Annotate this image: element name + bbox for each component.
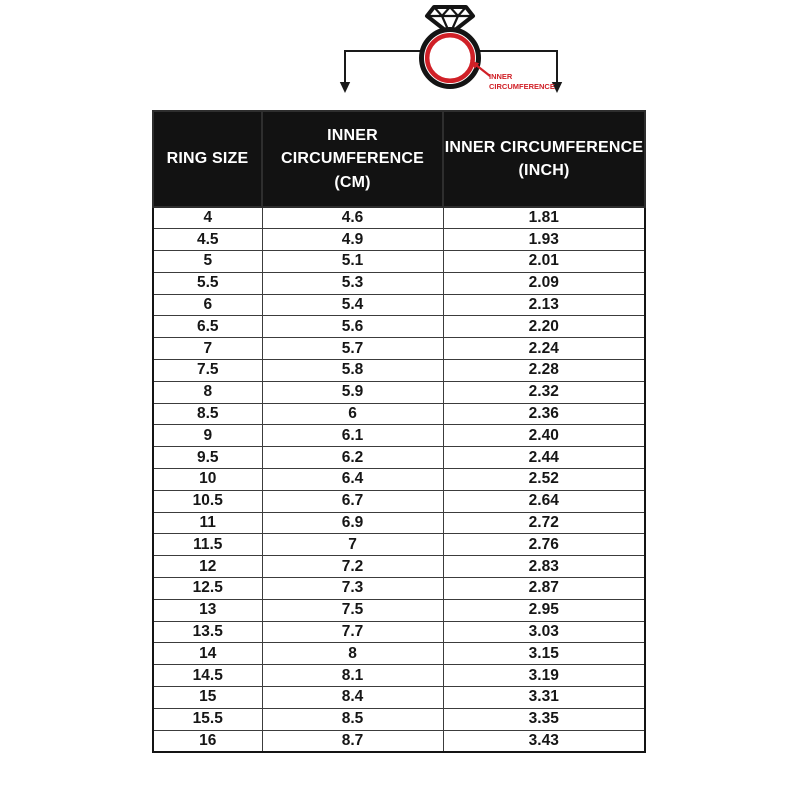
cell-inner-circumference-cm: 5.3 [262,272,443,294]
table-row [153,316,645,338]
cell-ring-size: 14.5 [153,665,262,687]
cell-inner-circumference-cm: 5.7 [262,338,443,360]
cell-ring-size: 9.5 [153,447,262,469]
cell-inner-circumference-cm: 5.8 [262,360,443,382]
cell-ring-size: 7.5 [153,360,262,382]
cell-inner-circumference-inch: 3.19 [443,665,645,687]
cell-inner-circumference-inch: 2.24 [443,338,645,360]
ring-size-table [152,110,646,753]
table-row [153,730,645,752]
cell-ring-size: 12 [153,556,262,578]
table-row [153,294,645,316]
cell-inner-circumference-cm: 6.2 [262,447,443,469]
table-row [153,338,645,360]
table-row [153,643,645,665]
cell-inner-circumference-cm: 6.1 [262,425,443,447]
cell-ring-size: 6.5 [153,316,262,338]
table-row [153,490,645,512]
cell-ring-size: 13 [153,599,262,621]
column-header-line: (CM) [334,173,371,191]
cell-inner-circumference-inch: 2.20 [443,316,645,338]
cell-ring-size: 13.5 [153,621,262,643]
cell-inner-circumference-cm: 6.9 [262,512,443,534]
cell-inner-circumference-cm: 8 [262,643,443,665]
table-row [153,578,645,600]
table-row [153,447,645,469]
cell-inner-circumference-inch: 1.81 [443,207,645,229]
cell-ring-size: 8 [153,381,262,403]
cell-inner-circumference-cm: 5.9 [262,381,443,403]
cell-inner-circumference-inch: 3.43 [443,730,645,752]
cell-inner-circumference-cm: 8.7 [262,730,443,752]
table-row [153,687,645,709]
table-row [153,360,645,382]
table-row [153,207,645,229]
cell-inner-circumference-cm: 5.6 [262,316,443,338]
cell-inner-circumference-inch: 2.36 [443,403,645,425]
table-row [153,425,645,447]
cell-inner-circumference-inch: 1.93 [443,229,645,251]
cell-ring-size: 11.5 [153,534,262,556]
cell-inner-circumference-cm: 4.9 [262,229,443,251]
cell-inner-circumference-inch: 2.44 [443,447,645,469]
cell-ring-size: 10 [153,469,262,491]
column-header-line: RING SIZE [166,150,249,168]
cell-ring-size: 4 [153,207,262,229]
inner-circumference-label-line1: INNER [489,72,513,81]
cell-inner-circumference-cm: 7 [262,534,443,556]
table-row [153,403,645,425]
cell-inner-circumference-cm: 7.2 [262,556,443,578]
column-header-line: INNER [327,127,378,145]
cell-inner-circumference-cm: 7.3 [262,578,443,600]
cell-inner-circumference-inch: 2.09 [443,272,645,294]
cell-ring-size: 5.5 [153,272,262,294]
cell-inner-circumference-inch: 2.52 [443,469,645,491]
cell-inner-circumference-inch: 2.40 [443,425,645,447]
cell-inner-circumference-cm: 6.7 [262,490,443,512]
cell-inner-circumference-cm: 6 [262,403,443,425]
table-row [153,534,645,556]
cell-inner-circumference-cm: 4.6 [262,207,443,229]
cell-ring-size: 11 [153,512,262,534]
cell-ring-size: 10.5 [153,490,262,512]
table-row [153,272,645,294]
column-header-line: CIRCUMFERENCE [280,150,425,168]
cell-inner-circumference-inch: 2.32 [443,381,645,403]
cell-ring-size: 12.5 [153,578,262,600]
table-row [153,621,645,643]
cell-inner-circumference-inch: 2.64 [443,490,645,512]
cell-ring-size: 5 [153,251,262,273]
cell-inner-circumference-inch: 2.87 [443,578,645,600]
cell-ring-size: 4.5 [153,229,262,251]
cell-inner-circumference-cm: 8.1 [262,665,443,687]
cell-inner-circumference-inch: 3.31 [443,687,645,709]
cell-inner-circumference-cm: 7.5 [262,599,443,621]
cell-ring-size: 9 [153,425,262,447]
table-row [153,708,645,730]
column-header-line: (INCH) [518,162,570,179]
cell-inner-circumference-inch: 3.35 [443,708,645,730]
table-row [153,599,645,621]
table-row [153,469,645,491]
ring-band-icon [422,30,479,87]
column-header-inner-circumference-inch [443,111,645,207]
cell-ring-size: 6 [153,294,262,316]
cell-inner-circumference-inch: 2.95 [443,599,645,621]
cell-ring-size: 16 [153,730,262,752]
cell-inner-circumference-inch: 2.83 [443,556,645,578]
cell-ring-size: 15 [153,687,262,709]
table-row [153,512,645,534]
ring-diagram [320,0,590,112]
table-header-row [153,111,645,207]
cell-ring-size: 7 [153,338,262,360]
cell-ring-size: 15.5 [153,708,262,730]
column-header-line: INNER CIRCUMFERENCE [444,138,644,156]
cell-inner-circumference-inch: 2.13 [443,294,645,316]
cell-inner-circumference-cm: 8.4 [262,687,443,709]
cell-inner-circumference-inch: 3.15 [443,643,645,665]
cell-inner-circumference-cm: 8.5 [262,708,443,730]
table-row [153,229,645,251]
cell-inner-circumference-cm: 6.4 [262,469,443,491]
table-body [153,207,645,752]
cell-inner-circumference-cm: 5.4 [262,294,443,316]
cell-inner-circumference-inch: 2.72 [443,512,645,534]
table-row [153,556,645,578]
inner-circumference-label-line2: CIRCUMFERENCE [489,82,555,91]
table-row [153,251,645,273]
table-header [153,111,645,207]
column-header-inner-circumference-cm [262,111,443,207]
left-down-arrow-icon [340,51,421,93]
cell-inner-circumference-cm: 5.1 [262,251,443,273]
cell-inner-circumference-inch: 3.03 [443,621,645,643]
cell-inner-circumference-cm: 7.7 [262,621,443,643]
cell-inner-circumference-inch: 2.76 [443,534,645,556]
table-row [153,381,645,403]
cell-ring-size: 8.5 [153,403,262,425]
cell-inner-circumference-inch: 2.01 [443,251,645,273]
cell-inner-circumference-inch: 2.28 [443,360,645,382]
table-row [153,665,645,687]
cell-ring-size: 14 [153,643,262,665]
column-header-ring-size [153,111,262,207]
